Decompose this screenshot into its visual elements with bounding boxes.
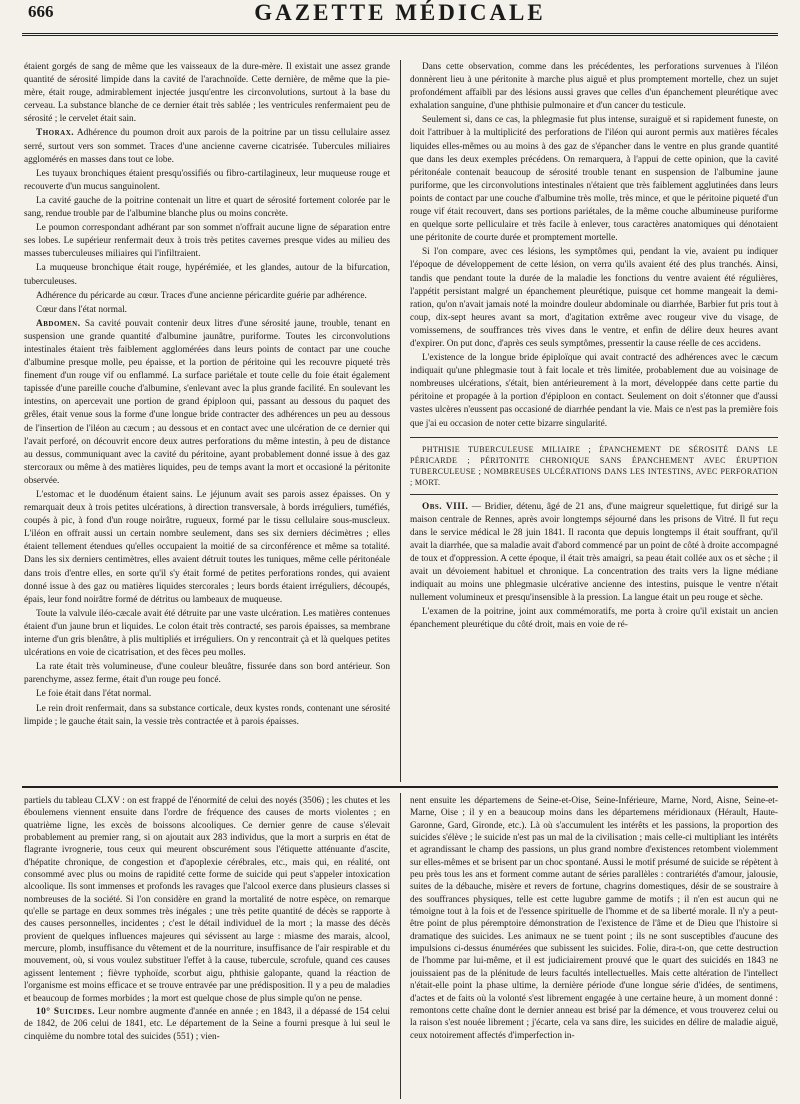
paragraph-text: La rate était très volumineuse, d'une couleur bleuâtre, fissurée dans son bord antérieur. Son parenchyme, assez ferme, était d'un rouge peu foncé. bbox=[24, 662, 390, 686]
paragraph-text: Leur nombre augmente d'année en année ; en 1843, il a dépassé de 154 celui de 1842, de 206 celui de 1841, etc. Le département de la Seine a fourni presque à lui seul le cinquième du nombre total des suicides (551) ; vien- bbox=[24, 1006, 390, 1042]
paragraph bbox=[24, 489, 390, 607]
heading-rule bbox=[410, 437, 778, 438]
paragraph-text: partiels du tableau CLXV : on est frappé de l'énormité de celui des noyés (3506) ; les chutes et les éboulemens viennent ensuite dans l'ordre de fréquence des causes de morts violentes ; en quatrième ligne, les excès de boissons alcooliques. Ce dernier genre de cause s'élevait probablement au premier rang, si on ajoutait aux 283 individus, que la mort a surpris en état de flagrante ivrognerie, tous ceux qui meurent obscurément sous l'étiquette atténuante d'ascite, d'hépatite chronique, de congestion et d'apoplexie cérébrales, etc., mais qui, en réalité, ont consommé avec plus ou moins de rapidité cette forme de suicide qui peut s'appeler intoxication alcoolique. Ils sont immenses et profonds les ravages que l'alcool exerce dans plusieurs classes si nombreuses de la société. Si l'on considère en grand la mortalité de notre espèce, on remarque qu'elle se partage en deux sommes très inégales ; une très petite quantité de décès se rapporte à des causes personnelles, incidentes ; c'est le détail individuel de la mort ; la masse des décès provient de quelques influences majeures qui sévissent au large : miasme des marais, alcool, mercure, plomb, insuffisance du vêtement et de la nourriture, insuffisance de l'air respirable et du mouvement, où, si vous voulez substituer l'effet à la cause, tubercule, scrofule, quand ces causes agissent lentement ; fièvre typhoïde, scorbut aigu, phthisie galopante, quand la réaction de l'organisme est moins efficace et se trouve entravée par une prédisposition. Il y a peu de maladies et beaucoup de formes morbides ; la mort est quelque chose de plus simple qu'on ne pense. bbox=[24, 796, 390, 1004]
paragraph bbox=[24, 688, 390, 701]
paragraph-text: étaient gorgés de sang de même que les vaisseaux de la dure-mère. Il existait une assez grande quantité de sérosité limpide dans la cavité de l'arachnoïde. Cette dernière, de même que la pie-mère, était rouge, admirablement injectée jusqu'entre les circonvolutions, surtout à la base du cerveau. La substance blanche de ce dernier était très sablée ; les ventricules renfermaient peu de sérosité ; le cervelet était sain. bbox=[24, 62, 390, 125]
paragraph-lead: Obs. VIII. bbox=[422, 501, 469, 512]
paragraph bbox=[24, 318, 390, 488]
paragraph: L'existence de la longue bride épiploïque qui avait contracté des adhérences avec le cæcum indiquait qu'une phlegmasie tout à fait locale et très limitée, probablement due au voisinage de nombreuses ulcérations, s'était, bien antérieurement à la mort, développée dans cette partie du péritoine et propagée à la portion d'épiploon en contact. Seulement on doit s'étonner que d'aussi vastes ulcères n'eussent pas occasioné de diarrhée pendant la vie. Mais ce n'est pas la première fois que j'ai eu occasion de noter cette bizarre singularité. bbox=[410, 353, 778, 429]
paragraph bbox=[24, 127, 390, 166]
paragraph-text: L'estomac et le duodénum étaient sains. Le jéjunum avait ses parois assez épaisses. On y remarquait deux à trois petites ulcérations, à direction transversale, à bords irréguliers, tuméfiés, coupés à pic, à fond d'un rouge noirâtre, rugueux, formé par le tissu cellulaire sous-muscleux. L'iléon en offrait aussi un certain nombre seulement, dans ses six derniers décimètres ; elles étaient tellement étendues qu'elles occupaient la moitié de sa circonférence et même sa totalité. Dans les six derniers centimètres, elles avaient détruit toutes les tuniques, même celle péritonéale dans trois d'entre elles, en sorte qu'il s'y était formé de petites perforations rondes, qui avaient donné issue à des gaz ou matières liquides stercorales ; leurs bords étaient irréguliers, découpés, épais, leur fond noirâtre formé de détritus ou lambeaux de muqueuse. bbox=[24, 490, 390, 605]
paragraph-lead: Thorax. bbox=[36, 128, 75, 139]
paragraph-lead: Abdomen. bbox=[36, 318, 81, 329]
paragraph-text: La muqueuse bronchique était rouge, hypérémiée, et les glandes, autour de la bifurcation, tuberculeuses. bbox=[24, 263, 390, 287]
lower-left-column bbox=[24, 795, 390, 1100]
observation-heading: PHTHISIE TUBERCULEUSE MILIAIRE ; ÉPANCHEMENT DE SÉROSITÉ DANS LE PÉRICARDE ; PÉRITONITE CHRONIQUE SANS ÉPANCHEMENT AVEC ÉRUPTION TUBERCULEUSE ; NOMBREUSES ULCÉRATIONS DANS LES INTESTINS, AVEC PERFORATION ; MORT. bbox=[410, 444, 778, 487]
paragraph-text: Adhérence du poumon droit aux parois de la poitrine par un tissu cellulaire assez serré, surtout vers son sommet. Traces d'une ancienne caverne cicatrisée. Tubercules miliaires agglomérés en masses dans tout ce lobe. bbox=[24, 128, 390, 165]
paragraph bbox=[410, 501, 778, 606]
paragraph-lead: 10° Suicides. bbox=[36, 1006, 96, 1017]
paragraph-text: L'examen de la poitrine, joint aux commémoratifs, me porta à croire qu'il existait un ancien épanchement pleurétique du côté droit, mais en voie de ré- bbox=[410, 607, 778, 631]
paragraph-text: Sa cavité pouvait contenir deux litres d'une sérosité jaune, trouble, tenant en suspension une grande quantité d'albumine jaunâtre, puriforme. Toutes les circonvolutions intestinales étaient très faiblement agglomérées dans leurs points de contact par une couche d'albumine presque molle, peu épaisse, et la portion de péritoine qui les recouvre piqueté très finement d'un rouge vif ou enflammé. La surface pariétale et toute celle du foie était également tapissée d'une pareille couche d'albumine, s'enlevant avec la plus grande facilité. En soulevant les intestins, on apercevait une portion de grand épiploon qui, passant au dessous du paquet des grêles, était venue sous la forme d'une longue bride contracter des adhérences un peu au dessous de l'insertion de l'iléon au cæcum ; au dessous et en contact avec une ulcération de ce dernier qui l'avait perforé, on découvrit encore deux autres perforations du même intestin, à peu de distance au dessus, communiquant avec la cavité du péritoine, ayant probablement donné issue à des gaz stercoraux ou même à des matières liquides, peu de temps avant la mort et occasioné la péritonite observée. bbox=[24, 318, 390, 486]
paragraph-text: Toute la valvule iléo-cæcale avait été détruite par une vaste ulcération. Les matières contenues étaient d'un jaune brun et liquides. Le colon était très contracté, ses parois épaisses, sa membrane interne d'un gris blenâtre, à plis multipliés et irréguliers. On y rencontrait çà et là quelques petites ulcérations en voie de cicatrisation, et des fèces peu molles. bbox=[24, 608, 390, 659]
column-divider-upper bbox=[400, 60, 401, 782]
masthead-title: GAZETTE MÉDICALE bbox=[254, 0, 546, 25]
paragraph bbox=[24, 195, 390, 221]
paragraph bbox=[24, 262, 390, 288]
paragraph bbox=[24, 168, 390, 194]
paragraph bbox=[410, 606, 778, 632]
paragraph-text: Le rein droit renfermait, dans sa substance corticale, deux kystes ronds, contenant une sérosité limpide ; le gauche était sain, la vessie très contractée et à parois épaisses. bbox=[24, 703, 390, 727]
paragraph bbox=[24, 61, 390, 126]
upper-left-column bbox=[24, 61, 390, 783]
paragraph-text: Le foie était dans l'état normal. bbox=[36, 689, 152, 700]
paragraph: Seulement si, dans ce cas, la phlegmasie fut plus intense, suraiguë et si rapidement funeste, on doit l'attribuer à la multiplicité des perforations de l'iléon qui auront permis aux matières fécales liquides elles-mêmes ou au moins à des gaz de s'épancher dans le ventre en plus grande quantité que dans les deux exemples précédens. On remarquera, à l'appui de cette opinion, que la cavité péritonéale contenait beaucoup de sérosité trouble tenant en suspension de l'albumine jaune puriforme, que les circonvolutions intestinales n'étaient que très faiblement agglutinées dans leurs points de contact par une couche d'albumine très molle, très mince, et que le péritoine piqueté d'un rouge vif était recouvert, dans ses portions pariétales, de la même couche albumineuse puriforme en quelque sorte pelliculaire et très facile à enlever, tous caractères anatomiques qui dénotaient une péritonite de courte durée et promptement mortelle. bbox=[410, 115, 778, 244]
paragraph-text: Les tuyaux bronchiques étaient presqu'ossifiés ou fibro-cartilagineux, leur muqueuse rouge et recouverte d'un mucus sanguinolent. bbox=[24, 168, 390, 192]
paragraph-text: — Bridier, détenu, âgé de 21 ans, d'une maigreur squelettique, fut dirigé sur la maison centrale de Rennes, après avoir longtemps séjourné dans les prisons de Vitré. Il fut reçu dans le service médical le 28 juin 1841. Il raconta que depuis longtemps il était souffrant, qu'il avait la diarrhée, que sa maladie avait d'abord commencé par un point de côté à droite accompagné de toux et d'oppression. A cette époque, il était très amaigri, sa peau était collée aux os et sèche ; il avait un dévoiement habituel et chronique. La concentration des traits vers la ligne médiane indiquait au moins une phlegmasie ulcérative ancienne des intestins, puisque le ventre n'était nullement volumineux et presqu'insensible à la pression. La langue était un peu rouge et sèche. bbox=[410, 501, 778, 604]
paragraph bbox=[24, 703, 390, 729]
paragraph bbox=[410, 795, 778, 1042]
paragraph bbox=[24, 304, 390, 317]
column-divider-lower bbox=[400, 793, 401, 1099]
section-divider bbox=[22, 786, 778, 788]
paragraph: Si l'on compare, avec ces lésions, les symptômes qui, pendant la vie, avaient pu indiquer l'époque de développement de cette lésion, on verra qu'ils avaient été des plus tranchés. Ainsi, tandis que pendant toute la durée de la maladie les fonctions du ventre avaient été régulières, l'appétit persistant malgré un épanchement pleurétique, puisque cet homme mangeait la demi-ration, qu'on n'avait jamais noté la moindre douleur abdominale ou diarrhée, Barbier fut pris tout à coup, dix-sept heures avant sa mort, d'agitation extrême avec rougeur vive du visage, de vomissemens, de souffrances très vives dans le ventre, et enfin de délire deux heures avant d'expirer. On put donc, d'après ces seuls symptômes, pressentir la cause réelle de ces accidens. bbox=[410, 247, 778, 349]
paragraph-text: Cœur dans l'état normal. bbox=[36, 304, 128, 315]
paragraph-text: Adhérence du péricarde au cœur. Traces d'une ancienne péricardite guérie par adhérence. bbox=[36, 290, 367, 301]
paragraph bbox=[24, 290, 390, 303]
paragraph: Dans cette observation, comme dans les précédentes, les perforations survenues à l'iléon donnèrent lieu à une péritonite à marche plus aiguë et plus promptement mortelle, chez un sujet profondément affaibli par des lésions aussi graves que celles d'un épanchement pleurétique avec exhalation sanguine, d'une phthisie pulmonaire et d'un cancer du testicule. bbox=[410, 62, 778, 112]
paragraph-text: La cavité gauche de la poitrine contenait un litre et quart de sérosité fortement colorée par le sang, rendue trouble par de l'albumine blanche plus ou moins concrète. bbox=[24, 195, 390, 220]
paragraph-text: Le poumon correspondant adhérant par son sommet n'offrait aucune ligne de séparation entre ses lobes. Le supérieur renfermait deux à trois très petites cavernes presque vides au milieu des masses tuberculeuses miliaires qui l'infiltraient. bbox=[24, 223, 390, 260]
paragraph bbox=[24, 608, 390, 660]
page-number: 666 bbox=[28, 2, 54, 21]
masthead-rule bbox=[22, 33, 778, 36]
heading-rule bbox=[410, 494, 778, 495]
paragraph bbox=[24, 661, 390, 687]
lower-right-column bbox=[410, 795, 778, 1100]
paragraph bbox=[24, 222, 390, 261]
paragraph-text: nent ensuite les départemens de Seine-et-Oise, Seine-Inférieure, Marne, Nord, Aisne, Seine-et-Marne, Oise ; il y en a beaucoup moins dans les départemens méridionaux (Hérault, Haute-Garonne, Gard, Gironde, etc.). Là où s'accumulent les intérêts et les passions, la proportion des suicides s'élève ; le suicide n'est pas un mal de la civilisation ; mais celle-ci multipliant les intérêts et agrandissant le champ des passions, un plus grand nombre d'existences retombent violemment sur elles-mêmes et se brisent par un choc spontané. Aussi le motif présumé de suicide se répètent à peu près tous les ans et forment comme autant de séries parallèles : contrariétés d'amour, jalousie, suites de la débauche, misère et revers de fortune, chagrins domestiques, désir de se soustraire à des souffrances physiques, telle est cette lugubre gamme de motifs ; il n'en est aucun qui ne témoigne tout à la fois et de l'essence spirituelle de l'homme et de sa liberté morale. Il n'y a peut-être point de plus péremptoire démonstration de l'existence de l'âme et de Dieu que l'histoire si dramatique des suicides. Les animaux ne se tuent point ; ils ne sont susceptibles d'aucune des impulsions ci-dessus énumérées que subissent les suicides. Folie, dira-t-on, que cette destruction de l'homme par lui-même, et il est judiciairement prouvé que le quart des suicidés en 1843 ne jouissaient pas de la plénitude de leurs facultés intellectuelles. Mais cette altération de l'intellect n'était-elle point la phase ultime, la dernière période d'une longue série d'idées, de sentimens, d'actes et de faits où la volonté s'est librement engagée à une certaine heure, à un moment donné : remontons cette chaîne dont le dernier anneau est brisé par la démence, et vous trouverez celui ou la raison s'est nouée librement ; j'écarte, cela va sans dire, les suicides en délire de maladie aiguë, ceux notoirement affectés d'imperfection in- bbox=[410, 796, 778, 1041]
paragraph bbox=[24, 1006, 390, 1043]
paragraph bbox=[24, 795, 390, 1005]
upper-right-column bbox=[410, 61, 778, 783]
